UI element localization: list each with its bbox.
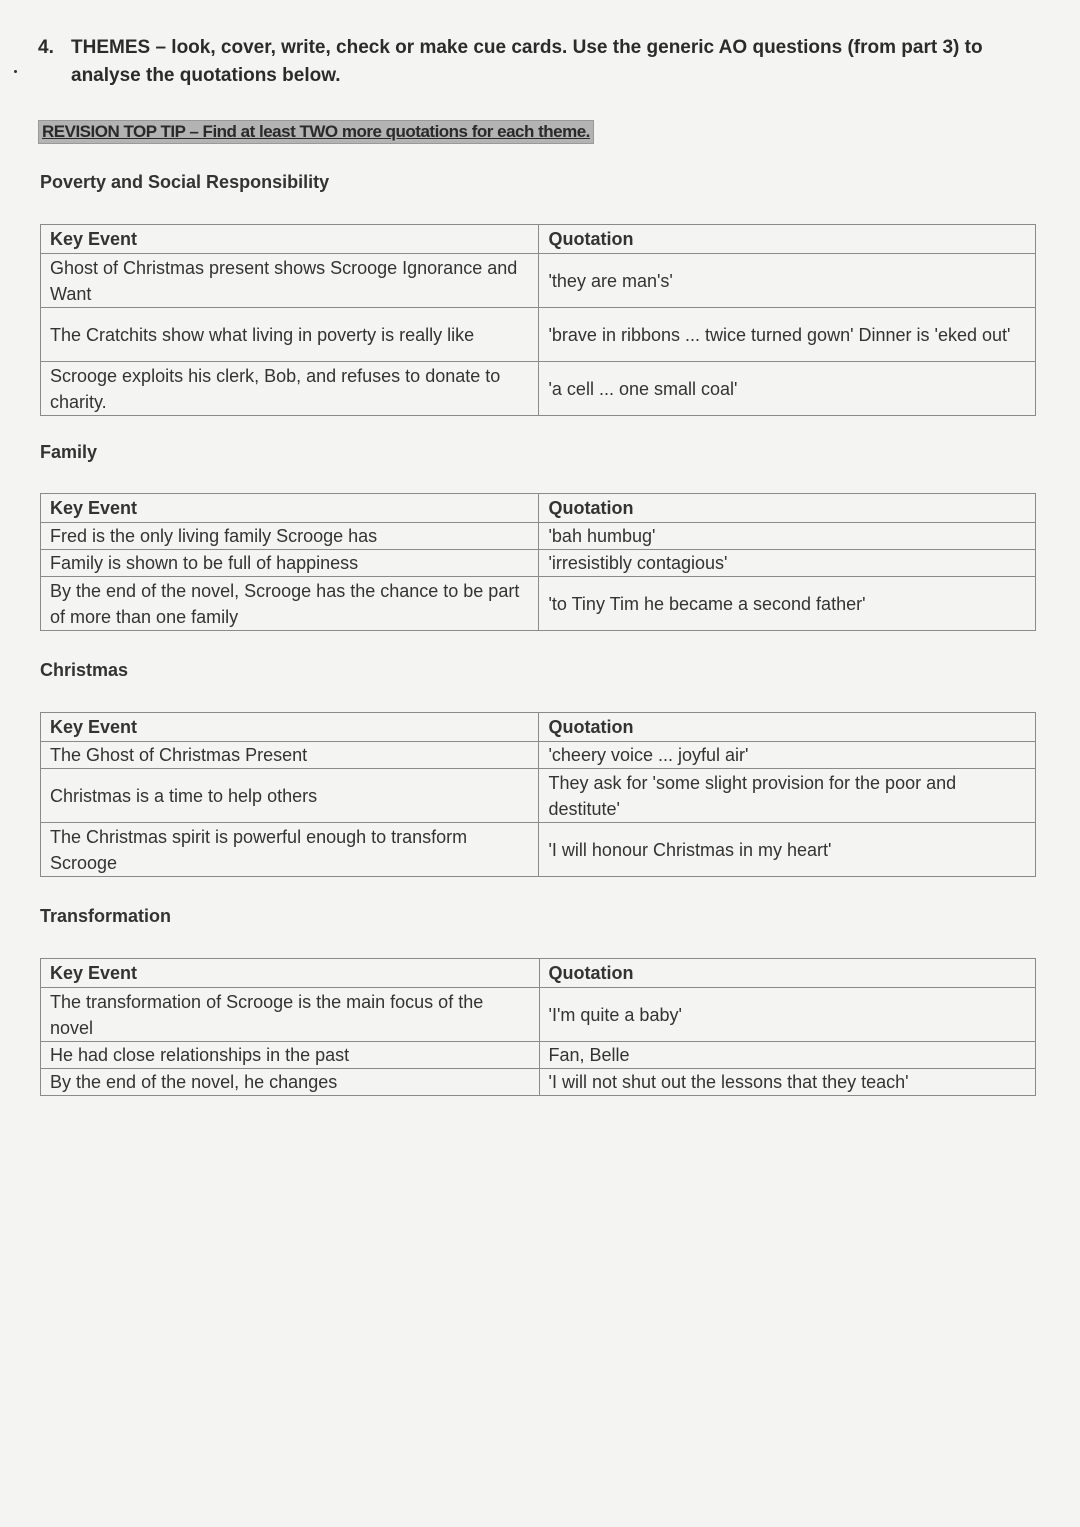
table-row — [41, 550, 1036, 577]
instruction-line-1: THEMES – look, cover, write, check or make cue cards. Use the generic AO questions (from part 3) to — [71, 37, 983, 58]
quotation-cell: 'irresistibly contagious' — [539, 550, 1036, 577]
theme-title-poverty: Poverty and Social Responsibility — [40, 172, 330, 192]
table-row — [41, 823, 1036, 877]
theme-table-poverty — [40, 224, 1036, 416]
table-row — [41, 362, 1036, 416]
header-key-event: Key Event — [41, 713, 539, 742]
header-key-event: Key Event — [41, 225, 539, 254]
margin-dot — [14, 70, 17, 73]
instruction — [38, 34, 998, 90]
quotation-cell: 'a cell ... one small coal' — [539, 362, 1036, 416]
key-event-cell: The transformation of Scrooge is the main focus of the novel — [41, 988, 540, 1042]
key-event-cell: The Ghost of Christmas Present — [41, 742, 539, 769]
header-quotation: Quotation — [539, 494, 1036, 523]
table-row — [41, 523, 1036, 550]
header-key-event: Key Event — [41, 959, 540, 988]
table-header-row — [41, 959, 1036, 988]
header-quotation: Quotation — [539, 225, 1036, 254]
theme-table-christmas — [40, 712, 1036, 877]
table-row — [41, 577, 1036, 631]
quotation-cell: 'bah humbug' — [539, 523, 1036, 550]
theme-table-transformation — [40, 958, 1036, 1096]
key-event-cell: By the end of the novel, Scrooge has the chance to be part of more than one family — [41, 577, 539, 631]
quotation-cell: 'brave in ribbons ... twice turned gown' Dinner is 'eked out' — [539, 308, 1036, 362]
table-row — [41, 1042, 1036, 1069]
table-row — [41, 1069, 1036, 1096]
key-event-cell: The Christmas spirit is powerful enough to transform Scrooge — [41, 823, 539, 877]
table-header-row — [41, 494, 1036, 523]
table-row — [41, 254, 1036, 308]
key-event-cell: Christmas is a time to help others — [41, 769, 539, 823]
instruction-line-2: analyse the quotations below. — [71, 65, 341, 86]
table-row — [41, 742, 1036, 769]
table-row — [41, 769, 1036, 823]
revision-tip: REVISION TOP TIP – Find at least TWO more quotations for each theme. — [38, 120, 594, 144]
quotation-cell: 'to Tiny Tim he became a second father' — [539, 577, 1036, 631]
quotation-cell: 'cheery voice ... joyful air' — [539, 742, 1036, 769]
header-quotation: Quotation — [539, 713, 1036, 742]
theme-title-family: Family — [40, 442, 98, 462]
table-row — [41, 308, 1036, 362]
quotation-cell: 'I will honour Christmas in my heart' — [539, 823, 1036, 877]
header-quotation: Quotation — [539, 959, 1035, 988]
key-event-cell: Scrooge exploits his clerk, Bob, and refuses to donate to charity. — [41, 362, 539, 416]
quotation-cell: 'they are man's' — [539, 254, 1036, 308]
quotation-cell: Fan, Belle — [539, 1042, 1035, 1069]
key-event-cell: Fred is the only living family Scrooge has — [41, 523, 539, 550]
quotation-cell: 'I'm quite a baby' — [539, 988, 1035, 1042]
key-event-cell: The Cratchits show what living in poverty is really like — [41, 308, 539, 362]
header-key-event: Key Event — [41, 494, 539, 523]
theme-title-christmas: Christmas — [40, 660, 129, 680]
table-header-row — [41, 713, 1036, 742]
theme-title-transformation: Transformation — [40, 906, 172, 926]
theme-table-family — [40, 493, 1036, 631]
key-event-cell: He had close relationships in the past — [41, 1042, 540, 1069]
key-event-cell: Ghost of Christmas present shows Scrooge Ignorance and Want — [41, 254, 539, 308]
key-event-cell: By the end of the novel, he changes — [41, 1069, 540, 1096]
quotation-cell: 'I will not shut out the lessons that they teach' — [539, 1069, 1035, 1096]
key-event-cell: Family is shown to be full of happiness — [41, 550, 539, 577]
table-header-row — [41, 225, 1036, 254]
quotation-cell: They ask for 'some slight provision for the poor and destitute' — [539, 769, 1036, 823]
instruction-number: 4. — [38, 37, 54, 58]
table-row — [41, 988, 1036, 1042]
